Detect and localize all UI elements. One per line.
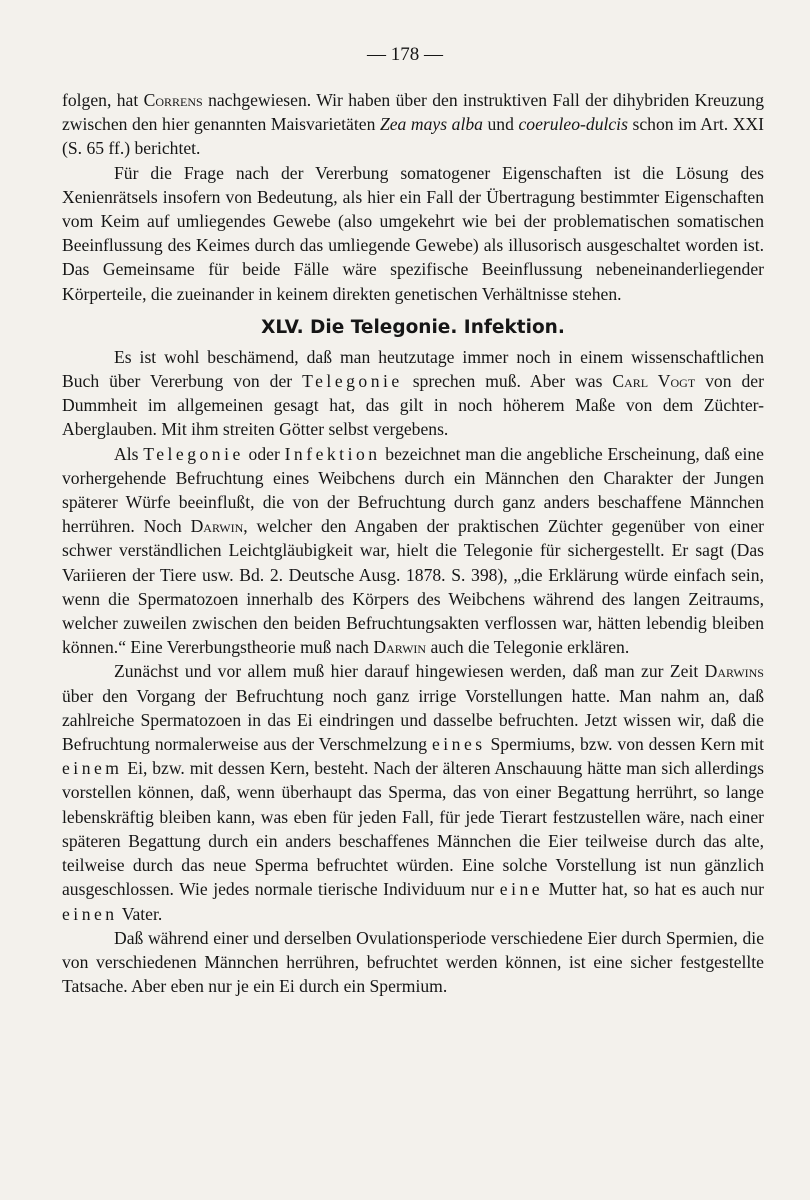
paragraph-2 bbox=[62, 161, 764, 306]
species-name: Zea mays alba bbox=[379, 114, 483, 135]
emphasis-spaced: eines bbox=[431, 734, 486, 755]
text-run: Es ist wohl beschämend, daß man heutzutage immer noch in einem wissenschaftlichen Buch über Vererbung von der bbox=[62, 346, 764, 392]
text-run: bezeichnet man die angebliche Erscheinung, daß eine vorhergehende Befruchtung eines Weibchens durch ein Männchen den Charakter der Jungen späterer Würfe beeinflußt, die von der Befruchtung durch ganz anders beschaffene Männchen herrühren. Noch bbox=[62, 443, 764, 537]
species-name: coeruleo-dulcis bbox=[518, 114, 628, 135]
emphasis-spaced: einem bbox=[62, 758, 123, 779]
body-text bbox=[62, 88, 764, 998]
text-run: Ei, bzw. mit dessen Kern, besteht. Nach der älteren Anschauung hätte man sich allerdings vorstellen können, daß, wenn überhaupt das Sperma, das von einer Begattung herrührt, so lange lebenskräftig bleiben kann, was eben für jeden Fall, für jede Tierart festzustellen wäre, nach einer späteren Begattung durch ein anders beschaffenes Männchen die Eier teilweise durch das alte, teilweise durch das neue Sperma befruchtet würden. Eine solche Vorstellung ist nun gänzlich ausgeschlossen. Wie jedes normale tierische Individuum nur bbox=[62, 758, 764, 900]
text-run: Mutter hat, so hat es auch nur bbox=[543, 879, 764, 900]
text-run: von der Dummheit im allgemeinen gesagt hat, das gilt in noch höherem Maße von dem Züchter-Aberglauben. Mit ihm streiten Götter selbst vergebens. bbox=[62, 371, 764, 440]
text-run: und bbox=[482, 114, 519, 135]
text-run: Vater. bbox=[117, 903, 163, 924]
text-run: nachgewiesen. Wir haben über den instruktiven Fall der dihybriden Kreuzung zwischen den hier genannten Maisvarietäten bbox=[62, 90, 764, 135]
text-run: Zunächst und vor allem muß hier darauf hingewiesen werden, daß man zur Zeit bbox=[114, 661, 705, 682]
text-run: folgen, hat bbox=[62, 90, 144, 110]
text-run: Spermiums, bzw. von dessen Kern mit bbox=[485, 734, 764, 755]
paragraph-3 bbox=[62, 345, 764, 442]
paragraph-6 bbox=[62, 926, 764, 999]
section-heading: XLV. Die Telegonie. Infektion. bbox=[261, 316, 565, 338]
author-name: Correns bbox=[143, 90, 203, 110]
author-name: Darwins bbox=[704, 661, 764, 682]
text-run: Daß während einer und derselben Ovulationsperiode verschiedene Eier durch Spermien, die von verschiedenen Männchen herrühren, befruchtet werden können, ist eine sicher festgestellte Tatsache. Aber eben nur je ein Ei durch ein Spermium. bbox=[62, 927, 764, 997]
text-run: Als bbox=[114, 443, 144, 464]
text-run: Für die Frage nach der Vererbung somatogener Eigenschaften ist die Lösung des Xenienrätsels insofern von Bedeutung, als hier ein Fall der Übertragung bestimmter Eigenschaften vom Keim auf umliegendes Gewebe (also umgekehrt wie bei der problematischen somatischen Beeinflussung des Keimes durch das umliegende Gewebe) als illusorisch ausgeschaltet worden ist. Das Gemeinsame für beide Fälle wäre spezifische Beeinflussung nebeneinanderliegender Körperteile, die zueinander in keinem direkten genetischen Verhältnisse stehen. bbox=[62, 162, 764, 304]
emphasis-spaced: einen bbox=[62, 903, 118, 924]
author-name: Carl Vogt bbox=[612, 371, 696, 392]
paragraph-5 bbox=[62, 659, 764, 925]
paragraph-4 bbox=[62, 442, 764, 660]
author-name: Darwin bbox=[373, 637, 427, 658]
text-run: auch die Telegonie erklären. bbox=[426, 637, 630, 658]
emphasis-spaced: eine bbox=[499, 879, 544, 900]
text-run: , welcher den Angaben der praktischen Züchter gegenüber von einer schwer verständlichen Leichtgläubigkeit war, hielt die Telegonie für sichergestellt. Er sagt (Das Variieren der Tiere usw. Bd. 2. Deutsche Ausg. 1878. S. 398), „die Erklärung würde einfach sein, wenn die Spermatozoen innerhalb des Körpers des Weibchens während des langen Zeitraums, welcher zuweilen zwischen den beiden Befruchtungsakten verflossen war, hätten lebendig bleiben können.“ Eine Vererbungstheorie muß nach bbox=[62, 516, 764, 658]
text-run: oder bbox=[243, 443, 285, 464]
emphasis-spaced: Infektion bbox=[284, 443, 381, 464]
text-run: sprechen muß. Aber was bbox=[402, 371, 613, 392]
page-number: — 178 — bbox=[367, 44, 443, 65]
author-name: Darwin bbox=[190, 516, 244, 537]
emphasis-spaced: Telegonie bbox=[302, 371, 403, 392]
paragraph-1 bbox=[62, 88, 764, 161]
emphasis-spaced: Telegonie bbox=[143, 443, 244, 464]
text-run: über den Vorgang der Befruchtung noch ganz irrige Vorstellungen hatte. Man nahm an, daß zahlreiche Spermatozoen in das Ei eindringen und dasselbe befruchten. Jetzt wissen wir, daß die Befruchtung normalerweise aus der Verschmelzung bbox=[62, 685, 764, 755]
text-run: schon im Art. XXI (S. 65 ff.) berichtet. bbox=[62, 114, 764, 159]
